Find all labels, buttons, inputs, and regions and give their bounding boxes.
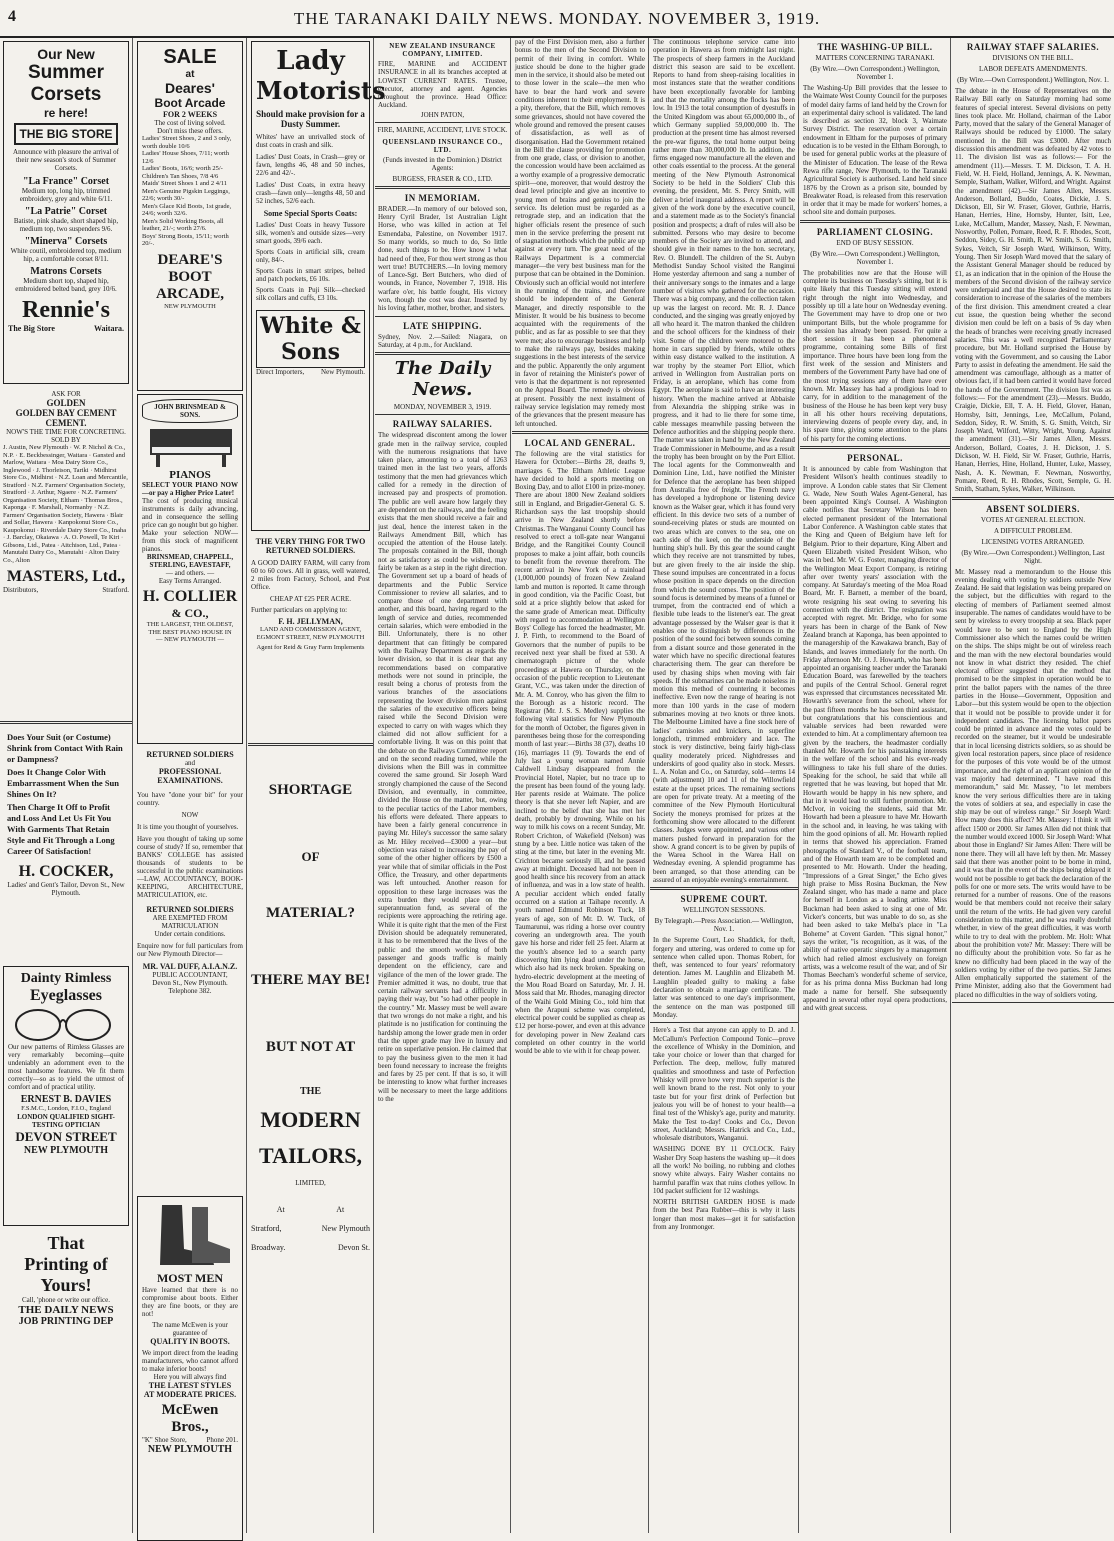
- modern-l4: Devon St.: [338, 1243, 370, 1252]
- modern-amp: At: [336, 1205, 345, 1214]
- nz-insurance-name: NEW ZEALAND INSURANCE COMPANY, LIMITED.: [389, 42, 496, 58]
- jellyman-firm: LAND AND COMMISSION AGENT, EGMONT STREET, NEW PLYMOUTH: [256, 626, 365, 641]
- editorial-continued: pay of the First Division men, also a further bonus to the men of the Second Division to permit of their living in comfort. While justice should be done to the higher grade men in the service, it should also be meted out to those lower in the scale—the men who have to bear the hard work and severe conditions inherent to their employment. It is a pity, therefore, that the Bill, which removes some grievances, should not have covered the whole ground and removed the present causes of dissatisfaction, as well as of disorganisation. Had the Government retained in the Bill the clause providing for promotion from one grade, class, or division to another, the concession would have been acclaimed as a worthy example of a progressive democratic spirit—one, moreover, that would destroy the dead level principle and give an incentive to young men of brains and genius to join the service. Its deletion must be regarded as a retrograde step, and an indication that the higher officials resent the presence of such men in the service preferring the present rut of stagnation methods which the public are up against at every turn. The great need of the Railways Department is a commercial manager—the very best business man for the purpose that can be obtained in the Dominion. Obviously such an official would not interfere in the running of the trains, and therefore should be independent of the General Manager, and directly responsible to the Minister. It would be his business to become acquainted with the requirements of the public, and as far as possible to see that they were met; also to encourage business and help to make the railways pay, besides making suggestions in the best interests of the service and the public. Apparently the only argument in favor of retaining the Minister's power of veto is that the department is not represented on the Appeal Board. The remedy is obvious at present. Possibly the next instalment of railway service legislation may remedy most of the grievances that the present measure has left untouched.: [515, 38, 645, 428]
- davies-h2: Eyeglasses: [30, 987, 102, 1004]
- jellyman-name: F. H. JELLYMAN,: [278, 617, 343, 626]
- cocker-name: H. COCKER,: [18, 863, 114, 880]
- parliament-head: PARLIAMENT CLOSING.: [816, 226, 934, 237]
- white-should: Should make provision for a Dusty Summer.: [256, 109, 365, 129]
- absent-soldiers-head: ABSENT SOLDIERS.: [986, 503, 1080, 514]
- mcewen-phone: Phone 201.: [206, 1436, 238, 1444]
- modern-at: At: [276, 1205, 285, 1214]
- collier-others: — and others. —: [165, 569, 215, 577]
- modern-tailors: TAILORS,: [259, 1143, 362, 1168]
- deares-item: Men's Glace Kid Boots, 1st grade, 24/6; worth 32/6.: [142, 202, 232, 217]
- qld-insurance-agent: BURGESS, FRASER & CO., LTD.: [392, 174, 493, 183]
- modern-not: BUT NOT AT: [265, 1039, 356, 1055]
- parliament-body: The probabilities now are that the House will complete its business on Tuesday's sitting, but it is quite likely that this Tuesday sitting will extend right through the night into Wednesday, and possibly up till a late hour on Wednesday evening. The Government may have to drop one or two unimportant Bills, but the whole programme for the session has already been passed. For quite a short session it has been a phenomenal programme, containing some Bills of first importance. Three hours have been long from the first week of the session and Ministers and members of the Government Party have had one of the most trying sessions any of them have ever known. Mr. Massey has had a prodigious load to carry, for in addition to the management of the business of the House he has been kept very busy in all his other hours receiving deputations, interviewing dozens of people every day, and, in his spare time, giving some attention to the plans of his party for the coming elections.: [803, 268, 947, 443]
- masthead-date: MONDAY, NOVEMBER 3, 1919.: [393, 403, 492, 412]
- modern-at-row: [251, 1205, 370, 1214]
- duff-role: PUBLIC ACCOUNTANT,: [152, 971, 228, 979]
- pianos-title: PIANOS: [169, 469, 211, 481]
- cement-ad: [0, 387, 132, 718]
- jellyman-agent: Agent for Reid & Gray Farm Implements: [256, 644, 365, 651]
- mcewen-guar: The name McEwen is your guarantee of: [152, 1321, 228, 1337]
- duff-and: and: [184, 759, 196, 767]
- duff-ad: [134, 747, 246, 1193]
- corset-4-name: Matrons Corsets: [30, 266, 102, 277]
- supreme-court-sub: WELLINGTON SESSIONS.: [683, 906, 765, 915]
- ad-our-new: Our New: [37, 46, 95, 62]
- absent-soldiers-sub: VOTES AT GENERAL ELECTION.: [980, 515, 1086, 524]
- cement-agents: J. Austin, New Plymouth · W. P. Nichol & Co., N.P. · E. Beckbessinger, Waitara · Gansted and Marlow, Waitara · Moa Dairy Store Co., Inglewood · J. Thorleison, Tariki · Midhirst Store Co., Midhirst · N.Z. Loan and Mercantile, Stratford · N.Z. Farmers' Organisation Society, Stratford · J. Arthur, Ngaere · N.Z. Farmers' Organisation Society, Eltham · Thomas Bros., Kaponga · F. Marshall, Normanby · N.Z. Farmers' Organisation Society, Hawera · Blair and Sollar, Hawera · Kanpokonui Store Co., Kaupokonui · Riverdale Dairy Store Co., Inaha · J. Barclay, Okaiawa · A. O. Powell, Te Kiri · Gibsons, Ltd., Patea · Aitchison, Ltd., Patea · Manutahi Dairy Co., Manutahi · Alton Dairy Co., Alton: [3, 444, 128, 564]
- duff-body-1: You have "done your bit" for your country.: [137, 791, 243, 807]
- davies-name: ERNEST B. DAVIES: [20, 1094, 112, 1105]
- davies-town: NEW PLYMOUTH: [23, 1144, 109, 1156]
- collier-body: The cost of producing musical instruments is daily advancing, and in consequence the selling price can go nought but go higher. Make your selection NOW—from this stock of magnificent pianos.: [142, 497, 238, 553]
- big-store-footer: [8, 324, 124, 333]
- collier-name: H. COLLIER: [142, 588, 238, 605]
- printing-call: Call, 'phone or write our office.: [21, 1296, 111, 1304]
- modern-the: THE: [299, 1086, 322, 1097]
- supreme-court-byline: By Telegraph.—Press Association.— Wellington, Nov. 1.: [654, 917, 794, 934]
- duff-body-2: It is time you thought of yourselves.: [137, 823, 239, 831]
- modern-loc-1: [251, 1224, 370, 1233]
- memoriam-head: IN MEMORIAM.: [404, 192, 481, 203]
- ad-here: re here!: [43, 106, 89, 120]
- spectacles-icon: [8, 1005, 118, 1043]
- cocker-address: Ladies' and Gent's Tailor, Devon St., New Plymouth.: [7, 881, 125, 897]
- printing-h1: That: [47, 1233, 85, 1253]
- printing-paper: THE DAILY NEWS: [18, 1304, 114, 1316]
- mcewen-body: Have learned that there is no compromise about boots. Either they are fine boots, or they are not!: [142, 1286, 238, 1318]
- modern-material: MATERIAL?: [266, 905, 355, 921]
- personal-head: PERSONAL.: [847, 452, 903, 463]
- page-header: [0, 0, 1114, 38]
- davies-street: DEVON STREET: [15, 1128, 117, 1144]
- column-1: [0, 38, 133, 1533]
- qld-insurance-body: (Funds invested in the Dominion.) District Agents:: [383, 155, 502, 172]
- collier-co: & CO.,: [171, 606, 209, 620]
- shipping-head: LATE SHIPPING.: [403, 320, 482, 331]
- column-8: [952, 38, 1114, 1533]
- mcewen-prices: AT MODERATE PRICES.: [143, 1390, 237, 1399]
- duff-body-3: Have you thought of taking up some course of study? If so, remember that BANKS' COLLEGE has assisted thousands of students to be successful in the public examinations—LAW, ACCOUNTANCY, BOOK-KEEPING, ARCHITECTURE, MATRICULATION, etc.: [137, 835, 243, 899]
- duff-h2: PROFESSIONAL EXAMINATIONS.: [157, 767, 223, 785]
- mcewen-name: McEwen Bros.,: [161, 1402, 219, 1435]
- masters-footer: [3, 586, 129, 594]
- big-store-logo: THE BIG STORE: [14, 123, 118, 145]
- white-item: Sports Coats in artificial silk, cream only, 84/-.: [256, 248, 365, 264]
- collier-town: — NEW PLYMOUTH —: [155, 636, 225, 643]
- white-sons-ad: [251, 41, 386, 531]
- local-general-head: LOCAL AND GENERAL.: [524, 437, 636, 448]
- deares-miss: Don't miss these offers.: [157, 127, 223, 135]
- duff-h3: RETURNED SOLDIERS: [146, 905, 234, 914]
- deares-item: Men's Genuine Pigskin Leggings, 22/6; worth 30/-: [142, 187, 230, 202]
- printing-h3: Yours!: [40, 1275, 92, 1295]
- white-item: Ladies' Dust Coats in heavy Tussore silk, women's and outside sizes—very smart goods, 39/6 each.: [256, 221, 365, 245]
- mcewen-most: MOST MEN: [156, 1271, 224, 1285]
- washing-up-body: The Washing-Up Bill provides that the lessee to the Waimate West County Council for the purposes of model dairy farms of land held by the Crown for an experimental dairy school is validated. The land is described as section 32, block 3, Waimate Survey District. The reservation over a certain endowment in Eltham for the purposes of primary education is to be vested in the Eltham Borough, to be used for general public works at the pleasure of the Minister of Education. The lease of the Rewa Rewa rifle range, New Plymouth, to the Taranaki Agricultural Society is authorised. Land held since 1876 by the Crown as a prison site, bounded by Breakwater Road, is released from this reservation in order that it may be made for workers' homes, a school site and domain purposes.: [803, 84, 947, 217]
- cement-word: CEMENT.: [45, 418, 87, 428]
- parliament-byline: (By Wire.—Own Correspondent.) Wellington, November 1.: [810, 249, 940, 266]
- absent-soldiers-sub3: LICENSING VOTES ARRANGED.: [981, 537, 1085, 546]
- mcewen-quality: QUALITY IN BOOTS.: [150, 1337, 230, 1346]
- footer-right: Waitara.: [94, 324, 124, 333]
- collier-terms: Easy Terms Arranged.: [158, 577, 222, 585]
- absent-soldiers-byline: (By Wire.—Own Correspondent.) Wellington, Last Night.: [961, 548, 1105, 565]
- deares-cost: The cost of living solved.: [154, 119, 226, 127]
- modern-l3: Broadway.: [251, 1243, 286, 1252]
- editorial-body: The widespread discontent among the lower grade men in the railway service, coupled with the numerous resignations that have taken place, amounting to a total of 1263 trained men in the last two years, affords testimony that the men had grievances which called for a remedy in the direction of increased pay and prospects of promotion. The public are well aware how largely they are dependent on the railways, and the feeling exists that the men should receive a fair and just deal, hence the interest taken in the Railways Amendment Bill, which has occupied the attention of the House lately. The proposals contained in the Bill, though not as satisfactory as could be wished, may fairly be taken as a step in the right direction. The Government set up a board of heads of departments and the Public Service Commissioner to review all salaries, and to compare those of one department with another, and this board, having regard to the length of service and duties, recommended certain salaries, which were embodied in the Bill. Unfortunately, there is no other department that can fittingly be compared with the Railway Department as regards the lower division, so that it is clear that any recommendations based on comparative methods were not sound in principle, the result being a chorus of protests from the various branches of the associations representing the lower division men against the salaries of the executive officers being raised while the Second Division were expected to carry on with wages which they claimed did not allow sufficient for a comfortable living. It was on this point that the debate on the Railways Committee report and on the second reading turned, while the divisions when the Bill was in committee covered the same ground. Sir Joseph Ward strongly championed the cause of the Second Division, and eventually, in committee, divided the House on the matter, but, owing to the peculiar tactics of the Labor members, his efforts were defeated. There appears to have been a fairly general concurrence in paying Mr. Hiley's successor the same salary as Mr. Hiley received—£3000 a year—but objection was raised to increasing the pay of some of the other higher officers by £500 a year while that of similar officials in the Post Office, the Treasury, and other departments was left untouched. Another reason for opposition to these large increases was the extra burden they would place on the superannuation fund, as several of the recipients were approaching the retiring age. While it is quite right that the men of the First Division should be adequately remunerated, it has to be remembered that the lives of the public and the smooth working of both passenger and goods traffic is mainly dependent on the efficiency, care and vigilance of the men of the lower grade. The Premier admitted it was, no doubt, true that certain railway servants had a difficulty in paying their way, but "so had other people in the country." Mr. Massey must be well aware that two wrongs do not make a right, and his platitude is no justification for continuing the hardship among the lower grade men in order that the upper grade may live in luxury and retire on superlative pension. He claimed that to pay the business given to the men it had been found necessary to increase the freights and fares by 25 per cent. If that is so, it will be interesting to know what further increases will be necessary to meet the large additions to the: [378, 431, 507, 1103]
- nz-insurance-body: FIRE, MARINE and ACCIDENT INSURANCE in all its branches accepted at LOWEST CURRENT RATES. Trustee, executor, attorney and agent. Agencies throughout the province. Head Office: Auckland.: [378, 60, 507, 110]
- duff-h1: RETURNED SOLDIERS: [146, 750, 234, 759]
- deares-logo-1: DEARE'S: [157, 251, 223, 268]
- deares-weeks: FOR 2 WEEKS: [162, 110, 218, 119]
- duff-h3b: ARE EXEMPTED FROM MATRICULATION: [152, 914, 228, 930]
- modern-l1: Stratford,: [251, 1224, 282, 1233]
- deares-ad: [137, 41, 243, 391]
- cement-sold: SOLD BY: [51, 436, 81, 444]
- page-number: 4: [8, 8, 16, 25]
- nz-insurance-agent: JOHN PATON,: [420, 110, 465, 119]
- jellyman-further: Further particulars on applying to:: [251, 606, 348, 614]
- ad-corsets: Corsets: [30, 84, 102, 105]
- duff-enquire: Enquire now for full particulars from our New Plymouth Director—: [137, 942, 243, 958]
- davies-ad: [3, 966, 129, 1226]
- boots-icon: [142, 1201, 240, 1271]
- railway-staff-head: RAILWAY STAFF SALARIES.: [966, 42, 1100, 52]
- deares-at: at: [185, 69, 195, 80]
- column-4: [375, 38, 511, 1533]
- absent-soldiers-body: Mr. Massey read a memorandum to the House this evening dealing with voting by soldiers outside New Zealand. He said that legislation was being prepared on the subject, but the difficulties with regard to the electing of members of Parliament seemed almost insuperable. The names of candidates would have to be sent by wireless to every troopship at sea. Black paper would have to be sent to England by the High Commissioner also which the names could be written on the ships. The ships might be out of wireless reach and the man with the new electoral boundaries would not know in what district they resided. The chief electoral officer suggested that the method that promised to be the simplest in operation would be to print the ballot papers with the names of the three parties in the House—Government, Opposition and Labor—but this system would be open to the objection that it would not be possible to provide under it for independent candidates. The licensing ballot papers could be printed in advance and the votes could be recorded on the steamer, but it would be undesirable that in local licensing districts soldiers, so as should be given local restoration papers, since place of residence for the purposes of this vote would be of the utmost importance, and the right of an applicant opinion of the vast majority had determined. "I have read this memorandum," said Mr. Massey, "to let members know the very serious difficulties there are in taking the votes of soldiers at sea, and especially in case the ship may be out of wireless range." Sir Joseph Ward: How many does this affect? Mr. Massey: I think it will affect 1500 or 2000. Sir James Allen did not think that the number would exceed 1000. Sir Joseph Ward: What about those in England? Sir James Allen: There will be none there. They will all have left by then. Mr. Massey said that there was another point to be borne in mind, and it was that in the event of the ships being delayed it would not be possible to get back the declaration of the polls for one or more sets. The writs would have to be returned for a number of reasons. One of the reasons would be that members could not receive their salary until the return of the writs. He had given very careful consideration to this matter, and he was really doubtful whether, in view of the great difficulties, it was worth while to try to deal with the problem. Mr. Holt: What about the prohibition vote? Mr. Massey: There will be no difficulty about the prohibition vote. So far as he knew no difficulty had been placed in the way of the soldiers voting by either of the two parties. Sir James Allen emphatically supported the statement of the Prime Minister, adding also that the Government had placed no difficulties in the way of soldiers voting.: [955, 567, 1111, 999]
- column-7: [800, 38, 951, 1533]
- jellyman-ad: [248, 534, 373, 740]
- collier-tag: THE LARGEST, THE OLDEST, THE BEST PIANO HOUSE IN: [146, 621, 234, 636]
- white-h2: Motorists: [256, 76, 386, 105]
- railway-staff-sub: DIVISIONS ON THE BILL.: [992, 54, 1074, 62]
- local-general-body: The following are the vital statistics for Hawera for October:—Births 28, deaths 9, marriages 6. The Eltham Athletic League have decided to hold a sports meeting on Boxing Day, and to allot £100 in prize-money. There are about 1800 New Zealand soldiers still in England, and Brigadier-General G. S. Richardson says the last troopship should arrive in New Zealand shortly before Christmas. The Wanganui County Council has resolved to erect a toll-gate near Wanganui Bridge, and the Rangitikei County Council proposes to make a joint affair, both councils to benefit from the revenue therefrom. The recent arrival in New York of a trainload (1,000,000 pounds) of frozen New Zealand lamb and mutton is reported. It came through in good condition, via the Pacific Coast, but sold at a price slightly below that asked for the same grade of American meat. Difficulty with regard to accommodation at Wellington Boys' College has forced the headmaster, Mr. J. P. Firth, to recommend to the Board of Governors that the number of pupils to be received next year shall be fixed at 530. A cinematograph picture of the whole proceedings at Hawera on Thursday, on the occasion of the public reception to Lieutenant Grant, V.C., was taken under the direction of Mr. A. M. Conroy, who has given the film to the Borough as a historic record. The Registrar (Mr. J. S. S. Medley) supplies the following vital statistics for New Plymouth for the month of October, the figures given in parentheses being those for the corresponding month of last year:—Births 38 (37), deaths 10 (16), marriages 11 (9). Towards the end of July last a young woman named Annie Caldwell Lindsay disappeared from the Provincial Hotel, Napier, but no trace up to the present has been found of the young lady. Her parents reside at Waimate. The police theory is that she never left Napier, and are inclined to the belief that she has met her death, probably by drowning. While on his way to milk his cows on a recent Sunday, Mr. Robert Crichton, of Wakefield (Nelson) was stung by a bee. Little notice was taken of the sting at the time, but later in the evening Mr. Crichton became seriously ill, and he passed away at midnight. Deceased had not been in good health since his recovery from an attack of influenza, and was in a low state of health. A peculiar accident which ended fatally occurred on a station at Taihape recently. A youth named Edmund Robinson Tuck, 18 years of age, son of Mr. D. W. Tuck, of Taumarunui, was riding a horse over country covering an undergrowth area. The youth gave his horse and rider fell 25 feet. Alarm at the youth's absence led to a search party discovering him lying dead under the horse, which also had its neck broken. Speaking on hydro-electric development at the meeting of the Mou Road Board on Saturday, Mr. J. H. Moss said that Mr. Rhodes, managing director of the Waihi Gold Mining Co., told him that when the Arapuni scheme was completed, electrical power could be supplied as cheap as £12 per horse-power, and even at this advance for developing power in New Zealand cars completed on other country in the world would be able to vie with it for cheap power.: [515, 449, 645, 1056]
- newspaper-title: THE TARANAKI DAILY NEWS. MONDAY. NOVEMBER 3, 1919.: [293, 9, 821, 28]
- modern-of: OF: [301, 849, 320, 864]
- white-item: Ladies' Dust Coats, in Crash—grey or fawn, lengths 46, 48 and 50 inches, 22/6 and 42/-.: [256, 153, 365, 177]
- modern-ltd: LIMITED,: [295, 1179, 326, 1187]
- white-foot-r: New Plymouth.: [321, 368, 365, 376]
- white-footer: [256, 368, 365, 376]
- mcewen-styles: THE LATEST STYLES: [148, 1381, 232, 1390]
- deares-name: Deares': [164, 80, 216, 96]
- cocker-answer: Then Charge It Off to Profit and Loss And Let Us Fit You With Garments That Retain Style and Fit Through a Long Career Of Satisfaction!: [7, 802, 115, 856]
- qld-insurance-name: QUEENSLAND INSURANCE CO., LTD.: [382, 137, 503, 154]
- white-h1: Lady: [276, 46, 345, 76]
- white-logo: White & Sons: [256, 310, 365, 368]
- brinsmead-logo: JOHN BRINSMEAD & SONS.: [142, 399, 238, 423]
- duff-addr: Devon St., New Plymouth.: [152, 979, 228, 987]
- davies-creds: F.S.M.C., London, F.I.O., England: [21, 1105, 111, 1112]
- white-item: Sports Coats in Puji Silk—checked silk collars and cuffs, £3 10s.: [256, 286, 365, 302]
- piano-icon: [142, 423, 240, 469]
- personal-body: It is announced by cable from Washington that President Wilson's health continues steadily to improve. A London cable states that Sir Clement G. Wade, New South Wales Agent-General, has been appointed King's Counsel. A Washington cable notifies that Secretary Wilson has been elected permanent president of the International Labor Conference. A Washington cable states that the King and Queen of Belgium have left for Belgium. Prior to their departure, King Albert and Queen Elizabeth visited President Wilson, who was in bed. Mr. W. G. Foster, managing director of the Wellington Meat Export Company, is retiring after over twenty years' association with the company. At Saturday's meeting of the Moa Road Board, Mr. F. Barnett, a member of the board, wrote resigning his seat owing to severing his connection with the district. The resignation was accepted with regret. Mr. Bridge, who for some years has been in charge of the Bank of New Zealand branch at Kaponga, has been appointed to the managership of the Kawakawa branch, Bay of Islands, and leaves immediately for the north. On Friday afternoon Mr. O. J. Howarth, who has been appointed an organising teacher under the Taranaki Education Board, was farewelled by the teachers and pupils of the Central School. General regret was expressed that circumstances necessitated Mr. Howarth's severance from the school, where for the past fifteen months he has been third assistant, but congratulations that his conscientious and valuable services had been rewarded were extended to him. At a complimentary afternoon tea given by the teachers, the headmaster cordially thanked Mr. Howarth for his painstaking interests in the welfare of the school and his ever-ready willingness to take his full share of the duties. Speaking for the school, he said that while all regretted that he was leaving, but hoped that Mr. Howarth would be happy in his new sphere, and that in it would lead to still further promotion. Mr. McIvor, in voicing the students, said that Mr. Howarth had been a pleasure to have Mr. Howarth in the school and, in leaving, he was taking with him the good opinions of all. Mr. Howarth replied in terms that showed his appreciation. Framed photographs of Standard V., of the football team, and of the Howarth team are to be completed and presented to Mr. Howarth. Under the heading, "Impressions of a Great Singer," the Echo gives high praise to Miss Rosina Buckman, the New Zealand singer, who has made a name and place for herself in London as a leading artiste. Miss Buckman had been asked to sing at one of Mr. Vicker's concerts, but was unable to do so, as she had been asked to take Melba's place in "La Boheme" at Covent Garden. "This signal honor," says the writer, "is recognition, as it was, of the ability of native operatic singers by a management which had relied almost exclusively on foreign artists, was a welcome result of the war, and of Sir Thomas Beecham's wonderful scheme of service, for as his prima donna Miss Buckman had long made a name for herself. She subsequently appeared in several other royal opera productions, and with great success.: [803, 464, 947, 1013]
- corset-3-name: "Minerva" Corsets: [24, 236, 108, 247]
- cement-ask: ASK FOR: [51, 390, 81, 398]
- corset-2-name: "La Patrie" Corset: [24, 206, 108, 217]
- ad-intro: Announce with pleasure the arrival of their new season's stock of Summer Corsets.: [13, 148, 119, 172]
- cement-now: NOW'S THE TIME FOR CONCRETING.: [6, 428, 126, 436]
- absent-soldiers-sub2: A DIFFICULT PROBLEM.: [994, 526, 1072, 535]
- cocker-q1: Does Your Suit (or Costume) Shrink from Contact With Rain or Dampness?: [7, 732, 123, 764]
- modern-l2: New Plymouth: [321, 1224, 370, 1233]
- duff-cond: Under certain conditions.: [154, 930, 226, 938]
- white-item: Sports Coats in smart stripes, belted and patch pockets, £6 10s.: [256, 267, 365, 283]
- cement-golden: GOLDEN: [46, 398, 86, 408]
- deares-item: Children's Tan Shoes, 7/8 4/6: [142, 172, 219, 180]
- deares-item: Ladies' Street Shoes, 2 and 3 only, worth double 10/6: [142, 135, 232, 150]
- printing-h2: Printing of: [24, 1254, 108, 1274]
- collier-ad: [137, 394, 243, 744]
- shipping-body: Sydney, Nov. 2.—Sailed: Niagara, on Saturday, at 4 p.m., for Auckland.: [378, 332, 507, 349]
- perfection-whisky-notice: Here's a Test that anyone can apply to D. and J. McCallum's Perfection Compound Tonic—prove the excellence of Whisky in the Dominion, and take your choice or lower than that charged for Perfection. The deep, mellow, fully matured qualities and smoothness and taste of Perfection Whisky will prove how very much superior is the well known brand to the rest. Not only to your taste but for your first drink of Perfection but jealous you will be of honest to your health—a final test of the Whisky's age, purity and maturity. Make the Test to-day! Cooks and Co., Devon street, Auckland; Messrs. Hatrick and Co., Ltd., wholesale distributors, Wanganui.: [653, 1026, 795, 1143]
- corset-1-desc: Medium top, long hip, trimmed embroidery, grey and white 6/11.: [19, 187, 113, 203]
- white-item: Ladies' Dust Coats, in extra heavy crash—fawn only—lengths 48, 50 and 52 inches, 52/6 each.: [256, 181, 365, 205]
- deares-sale: SALE: [163, 46, 217, 68]
- cocker-ad: [0, 727, 132, 963]
- white-body: Whites' have an unrivalled stock of dust coats in crash and silk.: [256, 133, 365, 149]
- washing-up-sub: MATTERS CONCERNING TARANAKI.: [815, 54, 935, 62]
- editorial-head: RAILWAY SALARIES.: [392, 419, 493, 430]
- masters-name: MASTERS, Ltd.,: [6, 568, 126, 585]
- garden-hose-notice: NORTH BRITISH GARDEN HOSE is made from the best Para Rubber—this is why it lasts longer than most makes—get it for satisfaction from any Ironmonger.: [653, 1198, 795, 1232]
- rennies-brand: Rennie's: [21, 297, 110, 323]
- local-general-continued: The continuous telephone service came into operation in Hawera as from midnight last night. The prospects of sheep farmers in the Auckland district this season are said to be excellent. Reports to hand from sheep-raising localities in most instances state that the weather conditions have been exceptionally favorable for lambing and that the mortality among the flocks has been low. In 1913 the total consumption of dyestuffs in the United Kingdom was about 65,000,000 lb., of which Germany supplied 59,000,000 lb. The production at the present time has almost reversed the pre-war figures, the total home output being rather more than 30,000,000 lb. In addition, the firms engaged now manufacture all the eleven and other coals essential to the process. At the general meeting of the New Plymouth Astronomical Society to be held in the Soldiers' Club this evening, the president, Mr. S. Percy Smith, will deliver a brief inaugural address. A report will be given of the work done by the executive council, and a statement made as to the Society's financial position and prospects; a draft of rules will also be submitted. Persons who may desire to become members of the Society are invited to attend, and should give in their names to the hon. secretary, Rev. O. Blundell. The children of the St. Aubyn Methodist Sunday School visited the Ranginui Home yesterday afternoon and sang a number of their anniversary songs to the inmates and a large number of visitors who gathered for the occasion. There was a big company, and the collection taken up was the largest on record. Mr. R. J. Dance conducted, and the singing was greatly enjoyed by all who heard it. The matron thanked the children and the school officers for the kindness of their visit. Some of the children were motored to the home in cars supplied by friends, while others within easy distance walked to the institution. A war trophy by the steamer Port Elliot, which arrived in Wellington from Australian ports on Friday, is an aeroplane, which has come from Egypt. The aeroplane is said to have an interesting history. When the machine arrived at Abbaisle from Alexandria the shipping strike was in progress, and it had to lie there for some time, cable messages meanwhile passing between the Defence authorities and the shipping people there. The matter was taken in hand by the New Zealand Trade Commissioner in Melbourne, and as a result the trophy has been brought on by the Port Elliot. The local agents for the Commonwealth and Dominion Line, Ltd., have notified the Minister for Defence that the aeroplane has been shipped from Australia free of freight. The French navy has developed a hydrophone or listening device known as the Walser gear, which it has found very efficient. In this device two sets of a number of sound-receiving plates or studs are mounted on two areas which are convex to the sea, one on each side of the keel, on the underside of the hunting ship's hull. By this gear the sound caught which they receive are not transmitted by tubes, but are given freely to the air inside the ship. These sound impulses are concentrated in a focus whose position in space depends on the direction from which the sound comes. The position of the sound focus is determined by means of a funnel or trumpet, from the contracted end of which a flexible tube leads to the listener's ear. The great advantage possessed by the Walser gear is that it enables one to distinguish by differences in the position of the sound foci between sounds coming from a distant source and those generated in the water which have no specific directional features characterising them. The gear can therefore be used by chasing ships when moving with fair speeds. If the submarines can be made noiseless in motion this method of countering it becomes ineffective. Even now the range of hearing is not more than 100 yards in the case of modern submarines moving at two knots or three knots. The Melbourne Limited have a fine stock here of ladies' camisoles and knickers, in superfine longcloth, trimmed embroidery and lace. The stock is very distinctive, being fairly high-class quality moderately priced. Nightdresses and underskirts of good quality also in stock. Messrs. L. A. Nolan and Co., on Saturday, sold—terms 14 (with adjustment) 10 and 11 of the Willowfield estate at the upset prices. The remaining sections are open for private treaty. At a meeting of the committee of the New Plymouth Horticultural Society the moneys promised for prizes at the forthcoming show were allocated to the different classes. Judges were appointed, and various other matters pushed forward in preparation for the show. A grand concert is to be given by pupils of the Warea School in the Warea Hall on Wednesday evening. A splendid programme has been arranged, so that those attending can be assured of an enjoyable evening's entertainment.: [653, 38, 795, 884]
- deares-item: Maids' Street Shoes 1 and 2 4/11: [142, 180, 228, 187]
- mcewen-import: We import direct from the leading manufacturers, who cannot afford to make inferior boots!: [142, 1349, 238, 1373]
- deares-logo-3: ARCADE,: [156, 285, 224, 302]
- printing-dept: JOB PRINTING DEP: [18, 1316, 114, 1327]
- washing-up-byline: (By Wire.—Own Correspondent.) Wellington, November 1.: [810, 65, 940, 81]
- column-5: [512, 38, 649, 1533]
- deares-arcade: Boot Arcade: [154, 96, 226, 110]
- corset-3-desc: White coutil, embroidered top, medium hip, a comfortable corset 8/11.: [10, 247, 122, 263]
- davies-line: LONDON QUALIFIED SIGHT-TESTING OPTICIAN: [17, 1112, 115, 1129]
- duff-tel: Telephone 382.: [168, 987, 212, 995]
- jellyman-cheap: CHEAP AT £25 PER ACRE.: [269, 595, 352, 603]
- column-2: [134, 38, 247, 1533]
- cocker-q2: Does It Change Color With Embarrassment When the Sun Shines On It?: [7, 767, 120, 799]
- deares-logo-2: BOOT: [168, 268, 212, 285]
- fairy-washer-notice: WASHING DONE BY 11 O'CLOCK. Fairy Washer Dry Soap hastens the washing up—it does all the work! No boiling, no rubbing and clothes snowy white always. Fairy Washer contains no harmful paraffin wax that ruins clothes yellow. In 10d packet sufficient for 12 washings.: [653, 1145, 795, 1195]
- masters-role: Distributors,: [3, 586, 39, 594]
- collier-makes: BRINSMEAD, CHAPPELL, STERLING, EAVESTAFF,: [146, 553, 234, 569]
- davies-body: Our new patterns of Rimless Glasses are very remarkably becoming—quite undeniably an adornment even to the most handsome features. We fit them correctly—so as to yield the utmost of comfort and of practical utility.: [8, 1043, 124, 1091]
- parliament-sub: END OF BUSY SESSION.: [836, 238, 914, 247]
- modern-shortage: SHORTAGE: [268, 782, 353, 798]
- footer-left: The Big Store: [8, 324, 55, 333]
- mcewen-footer: [142, 1436, 238, 1444]
- washing-up-head: THE WASHING-UP BILL.: [817, 42, 933, 52]
- modern-may: THERE MAY BE!: [251, 972, 370, 988]
- railway-staff-sub2: LABOR DEFEATS AMENDMENTS.: [979, 65, 1087, 73]
- modern-loc-2: [251, 1243, 370, 1252]
- white-foot-l: Direct Importers,: [256, 368, 305, 376]
- deares-item: Men's Solid Working Boots, all leather, 21/-; worth 27/6.: [142, 217, 224, 232]
- masthead: The Daily News.: [394, 358, 491, 401]
- jellyman-head: THE VERY THING FOR TWO RETURNED SOLDIERS.: [255, 537, 366, 555]
- collier-select: SELECT YOUR PIANO NOW—or pay a Higher Price Later!: [142, 481, 238, 497]
- mcewen-find: Here you will always find: [153, 1373, 227, 1381]
- modern-tailors-ad: [248, 749, 373, 1515]
- deares-item: Ladies' Boots, 16/6; worth 25/-: [142, 165, 223, 172]
- modern-modern: MODERN: [260, 1107, 361, 1132]
- mcewen-town: NEW PLYMOUTH: [147, 1444, 233, 1455]
- column-6: [650, 38, 799, 1533]
- white-special: Some Special Sports Coats:: [263, 209, 358, 218]
- railway-staff-byline: (By Wire.—Own Correspondent.) Wellington, Nov. 1.: [957, 76, 1109, 84]
- deares-item: Ladies' House Shoes, 7/11; worth 12/6: [142, 150, 230, 165]
- mcewen-shoe: "K" Shoe Store,: [142, 1436, 187, 1444]
- duff-now: NOW: [181, 811, 199, 819]
- masters-town: Stratford.: [102, 586, 129, 594]
- memoriam-body: BRADER.—In memory of our beloved son, Henry Cyril Brader, 1st Australian Light Horse, who was killed in action at Tel Esmendaba, Palestine, on November 1917. So many worlds, so much to do, So little done, such things to be. How know I what had need of thee, For thou wert strong as thou wert true! BUTCHERS.—In loving memory of Lance-Sgt. Bert Butchers, who died of wounds, in France, November 7, 1918. His warfare o'er, his battle fought, His victory won, though the cost was dear. Inserted by his loving father, mother, brother, and sisters.: [378, 204, 507, 313]
- deares-item: Boys' Strong Boots, 15/11; worth 20/-.: [142, 232, 229, 247]
- deares-town: NEW PLYMOUTH: [164, 302, 216, 310]
- mcewen-ad: [137, 1196, 243, 1541]
- railway-staff-body: The debate in the House of Representatives on the Railway Bill early on Saturday morning had some features of special interest. Several divisions on petty lines took place. Mr. Holland, chairman of the Labor Party, moved that the salary of the General Manager of Railways should be reduced by £1000. The salary mentioned in the Bill was £3000. After much discussion this amendment was defeated by 42 votes to 11. The division list was as follows:— For the amendment (11).—Messrs. T. M. Dickson, T. A. H. Field, W. H. Field, Holland, Jennings, A. K. Newman, Semple, Statham, Walker, Wilford, and Wright. Against the amendment (42).—Sir James Allen, Messrs. Anderson, Bollard, Buddo, Coates, Dickie, J. S. Dickson, Ell, Sir W. Fraser, Glover, Guthrie, Harris, Hanan, Herries, Hine, Hornsby, Hunter, Isitt, Lee, Luke, McCallum, Mander, Massey, Nash, F. Newman, Nosworthy, Pollen, Pomare, Reed, R. F. Rhodes, Scott, Seddon, Sidey, G. H. Smith, R. W. Smith, S. G. Smith, Sykes, Veitch, Sir Joseph Ward, Wilkinson, Witty, Young. Then Sir Joseph Ward moved that the salary of the Assistant General Manager should be reduced by £1, as an indication that in the opinion of the House the members of the Second division of the railway service were underpaid and that the House desired to state its consideration to increase of the salaries of the members of the first division. This amendment created a clear cut issue, the question being whether the second division men could be left on a basis of 9s day when the heads of branches were receiving greatly increased salaries. This was a well recognised Parliamentary procedure, but Mr. Holland surprised the House by voting with the Government, and so causing the Labor Party to assist in defeating the amendment. He said the amendment was camouflage, although as a matter of obvious fact, if it had been carried it would have forced the hands of the Government. The division list was as follows:— For the amendment (23).—Messrs. Buddo, Craigie, Dickie, Ell, T. A. H. Field, Glover, Hanan, Hornsby, Isitt, Jennings, Lee, McCallum, Poland, Seddon, Sidey, R. W. Smith, S. G. Smith, Veitch, Sir Joseph Ward, Wilford, Witty, Wright, Young. Against the amendment (31).—Sir James Allen, Messrs. Anderson, Bollard, Coates, J. H. Dickson, J. S. Dickson, W. H. Field, Sir W. Fraser, Guthrie, Harris, Hanan, Herries, Hine, Holland, Hunter, Luke, Massey, Nash, A. K. Newman, F. Newman, Nosworthy, Pomare, Reed, R. H. Rhodes, Scott, Semple, G. H. Smith, Statham, Sykes, Walker, Wilkinson.: [955, 87, 1111, 494]
- duff-name: MR. VAL DUFF, A.I.A.N.Z.: [142, 962, 238, 971]
- jellyman-body: A GOOD DAIRY FARM, will carry from 60 to 60 cows. All in grass, well watered, 2 miles from Factory, School, and Post Office.: [251, 559, 370, 591]
- qld-insurance-line: FIRE, MARINE, ACCIDENT, LIVE STOCK.: [377, 125, 508, 134]
- supreme-court-body: In the Supreme Court, Leo Shaddick, for theft, forgery and uttering, was ordered to come up for sentence when called upon. Thomas Robert, for theft, was sentenced to four years' reformatory detention. James M. Laughlin and Elizabeth M. Laughlin pleaded guilty to making a false declaration to obtain a marriage certificate. The latter was sentenced to one day's imprisonment, the sentence on the man was postponed till Monday.: [653, 936, 795, 1019]
- cement-name: GOLDEN BAY CEMENT: [15, 408, 117, 418]
- supreme-court-head: SUPREME COURT.: [680, 894, 768, 905]
- big-store-ad: [3, 41, 129, 384]
- davies-h1: Dainty Rimless: [20, 971, 112, 986]
- corset-2-desc: Batiste, pink shade, short shaped hip, medium top, two suspenders 9/6.: [13, 217, 119, 233]
- column-3: [248, 38, 386, 1533]
- corset-1-name: "La France" Corset: [22, 176, 110, 187]
- corset-4-desc: Medium short top, shaped hip, embroidered belted band, grey 10/6.: [15, 277, 117, 293]
- printing-ad: [0, 1229, 132, 1331]
- ad-summer: Summer: [27, 62, 105, 83]
